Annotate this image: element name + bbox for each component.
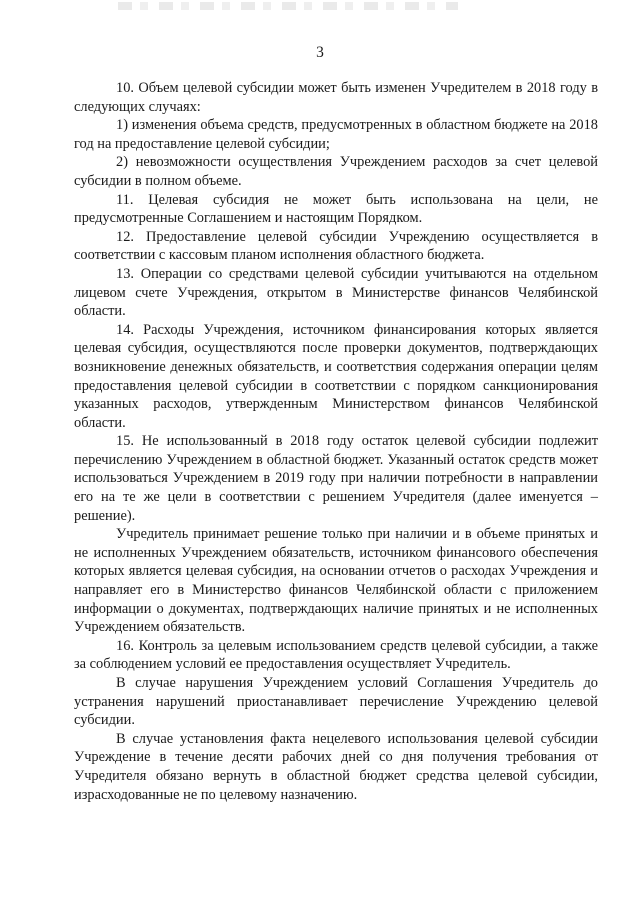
paragraph-14: 14. Расходы Учреждения, источником финансирования которых является целевая субсидия, осуществляются после проверки документов, подтверждающих возникновение денежных обязательств, и соответствия содержания операции целям предоставления целевой субсидии в соответствии с порядком санкционирования указанных расходов, утвержденным Министерством финансов Челябинской области.	[74, 321, 598, 431]
page-number: 3	[316, 44, 324, 61]
paragraph-10: 10. Объем целевой субсидии может быть изменен Учредителем в 2018 году в следующих случаях:	[74, 80, 598, 115]
paragraph-11: 11. Целевая субсидия не может быть использована на цели, не предусмотренные Соглашением и настоящим Порядком.	[74, 191, 598, 227]
paragraph-13: 13. Операции со средствами целевой субсидии учитываются на отдельном лицевом счете Учреждения, открытом в Министерстве финансов Челябинской области.	[74, 265, 598, 320]
paragraph-10-item-1: 1) изменения объема средств, предусмотренных в областном бюджете на 2018 год на предоставление целевой субсидии;	[74, 117, 598, 152]
paragraph-15: 15. Не использованный в 2018 году остаток целевой субсидии подлежит перечислению Учреждением в областной бюджет. Указанный остаток средств может использоваться Учреждением в 2019 году при наличии потребности в направлении его на те же цели в соответствии с решением Учредителя (далее именуется – решение).	[74, 433, 598, 524]
paragraph-12: 12. Предоставление целевой субсидии Учреждению осуществляется в соответствии с кассовым планом исполнения областного бюджета.	[74, 228, 598, 264]
document-body	[74, 79, 598, 804]
paragraph-16-misuse: В случае установления факта нецелевого использования целевой субсидии Учреждение в течение десяти рабочих дней со дня получения требования от Учредителя обязано вернуть в областной бюджет средства целевой субсидии, израсходованные не по целевому назначению.	[74, 730, 598, 803]
paragraph-16: 16. Контроль за целевым использованием средств целевой субсидии, а также за соблюдением условий ее предоставления осуществляет Учредитель.	[74, 637, 598, 673]
scan-artifact	[118, 2, 458, 10]
paragraph-15-continued: Учредитель принимает решение только при наличии и в объеме принятых и не исполненных Учреждением обязательств, источником финансового обеспечения которых является целевая субсидия, на основании отчетов о расходах Учреждения и направляет его в Министерство финансов Челябинской области с приложением информации о документах, подтверждающих наличие принятых и не исполненных Учреждением обязательств.	[74, 526, 598, 636]
paragraph-10-item-2: 2) невозможности осуществления Учреждением расходов за счет целевой субсидии в полном объеме.	[74, 154, 598, 189]
paragraph-16-violation: В случае нарушения Учреждением условий Соглашения Учредитель до устранения нарушений приостанавливает перечисление Учреждению целевой субсидии.	[74, 675, 598, 729]
